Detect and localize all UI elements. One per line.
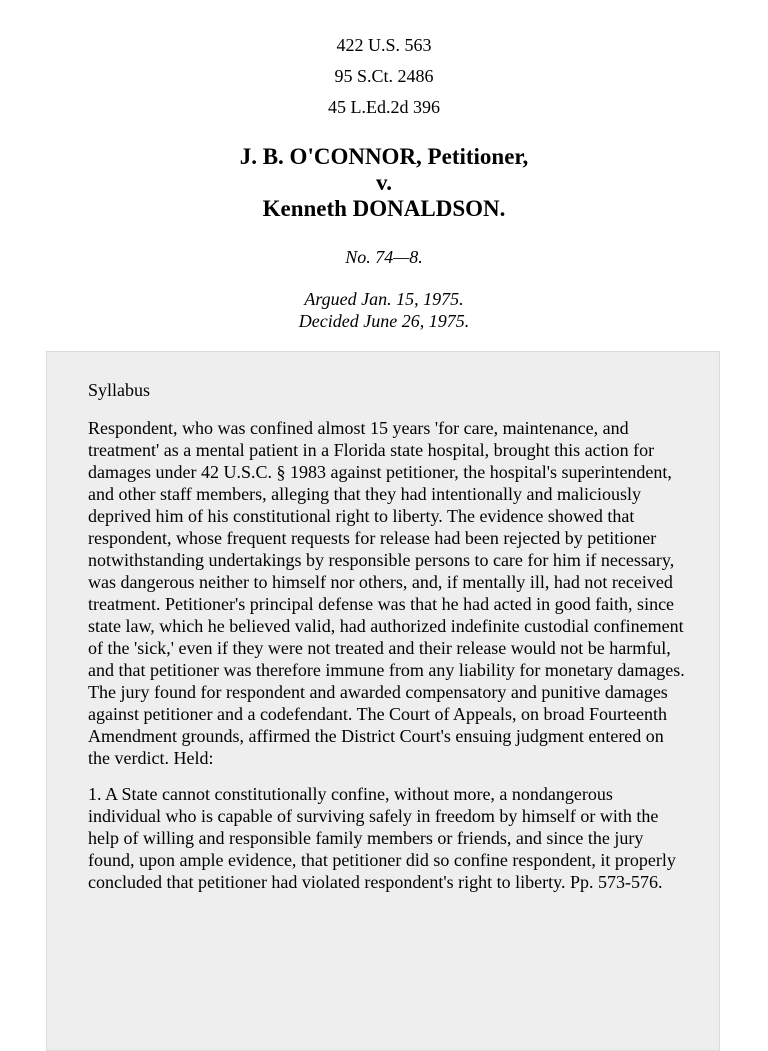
syllabus-paragraph: Respondent, who was confined almost 15 years 'for care, maintenance, and treatment' as a mental patient in a Florida state hospital, brought this action for damages under 42 U.S.C. § 1983 against petitioner, the hospital's superintendent, and other staff members, alleging that they had intentionally and maliciously deprived him of his constitutional right to liberty. The evidence showed that respondent, whose frequent requests for release had been rejected by petitioner notwithstanding undertakings by responsible persons to care for him if necessary, was dangerous neither to himself nor others, and, if mentally ill, had not received treatment. Petitioner's principal defense was that he had acted in good faith, since state law, which he believed valid, had authorized indefinite custodial confinement of the 'sick,' even if they were not treated and their release would not be harmful, and that petitioner was therefore immune from any liability for monetary damages. The jury found for respondent and awarded compensatory and punitive damages against petitioner and a codefendant. The Court of Appeals, on broad Fourteenth Amendment grounds, affirmed the District Court's ensuing judgment entered on the verdict. Held: — [88, 418, 685, 768]
respondent-name: Kenneth DONALDSON. — [262, 196, 506, 221]
petitioner-name: J. B. O'CONNOR, Petitioner, — [239, 144, 529, 169]
lawyers-edition-citation: 45 L.Ed.2d 396 — [328, 97, 440, 117]
case-dates — [0, 288, 768, 332]
citation-block — [0, 33, 768, 126]
docket-number: No. 74—8. — [345, 247, 423, 267]
us-reports-citation: 422 U.S. 563 — [336, 35, 432, 55]
syllabus-panel — [46, 351, 720, 1051]
syllabus-content — [88, 379, 688, 907]
decided-date: Decided June 26, 1975. — [298, 311, 470, 331]
argued-date: Argued Jan. 15, 1975. — [304, 289, 464, 309]
case-caption — [0, 144, 768, 222]
supreme-court-reporter-citation: 95 S.Ct. 2486 — [334, 66, 434, 86]
versus-label: v. — [376, 170, 392, 195]
syllabus-paragraph: 1. A State cannot constitutionally confine, without more, a nondangerous individual who is capable of surviving safely in freedom by himself or with the help of willing and responsible family members or friends, and since the jury found, upon ample evidence, that petitioner did so confine respondent, it properly concluded that petitioner had violated respondent's right to liberty. Pp. 573-576. — [88, 784, 676, 892]
syllabus-heading: Syllabus — [88, 380, 151, 400]
